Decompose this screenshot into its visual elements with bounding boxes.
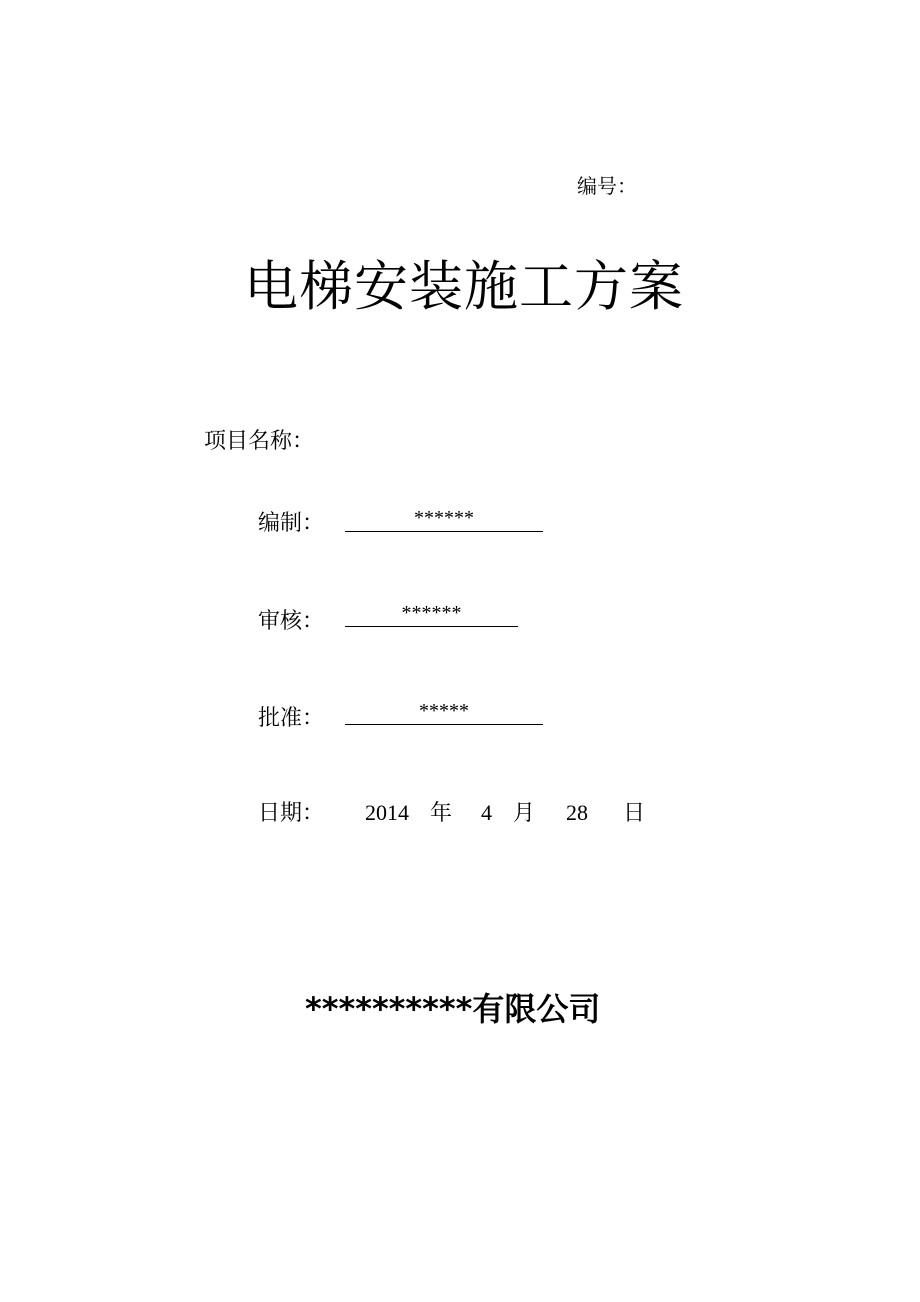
date-row xyxy=(258,796,645,827)
date-month: 4 xyxy=(481,800,493,825)
date-label: 日期： xyxy=(258,801,325,826)
company-name: **********有限公司 xyxy=(305,990,601,1028)
approved-by-value: ***** xyxy=(345,698,543,725)
prepared-by-label: 编制： xyxy=(258,511,325,536)
date-year-unit: 年 xyxy=(430,801,453,826)
date-year: 2014 xyxy=(365,800,410,825)
reviewed-by-value: ****** xyxy=(345,600,518,627)
document-title: 电梯安装施工方案 xyxy=(244,255,684,318)
document-number-label: 编号： xyxy=(577,174,637,198)
reviewed-by-label: 审核： xyxy=(258,609,325,634)
date-day: 28 xyxy=(566,800,589,825)
date-month-unit: 月 xyxy=(513,801,536,826)
prepared-by-value: ****** xyxy=(345,505,543,532)
date-day-unit: 日 xyxy=(623,801,646,826)
project-name-label: 项目名称： xyxy=(204,429,315,454)
approved-by-label: 批准： xyxy=(258,706,325,731)
